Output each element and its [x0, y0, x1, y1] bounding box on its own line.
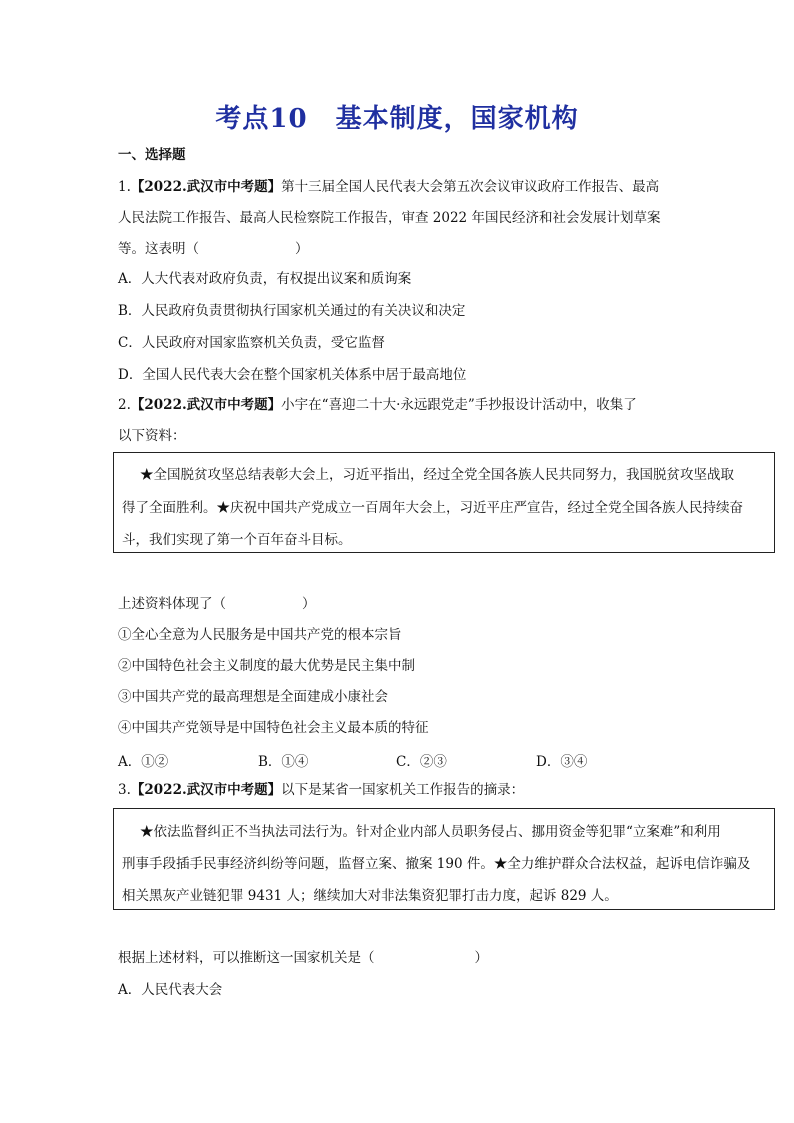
q3-stem-a: 根据上述材料，可以推断这一国家机关是（: [118, 950, 375, 966]
q1-source: 【2022.武汉市中考题】: [130, 179, 282, 195]
q1-option-b: B．人民政府负责贯彻执行国家机关通过的有关决议和决定: [118, 303, 466, 319]
page-title: [0, 98, 794, 135]
q2-item-3: ③中国共产党的最高理想是全面建成小康社会: [118, 689, 388, 705]
q2-number: 2.: [118, 397, 131, 413]
q2-stem-a: 上述资料体现了（: [118, 596, 226, 612]
q2-box-line2: 得了全面胜利。★庆祝中国共产党成立一百周年大会上，习近平庄严宣告，经过全党全国各族人民持续奋: [122, 500, 743, 516]
q1-line1: [118, 178, 659, 196]
q3-source: 【2022.武汉市中考题】: [130, 782, 282, 798]
q1-stem-b: ）: [295, 241, 309, 257]
q3-stem-b: ）: [474, 950, 488, 966]
q2-item-1: ①全心全意为人民服务是中国共产党的根本宗旨: [118, 627, 402, 643]
q1-option-a: A．人大代表对政府负责，有权提出议案和质询案: [118, 271, 412, 287]
q1-line3: [118, 240, 309, 258]
q1-option-d: D．全国人民代表大会在整个国家机关体系中居于最高地位: [118, 367, 467, 383]
q2-text-1: 小宇在“喜迎二十大·永远跟党走”手抄报设计活动中，收集了: [281, 397, 637, 413]
q2-choices: [118, 750, 718, 768]
title-prefix: 考点10: [215, 104, 308, 134]
q3-box-line1: ★依法监督纠正不当执法司法行为。针对企业内部人员职务侵占、挪用资金等犯罪“立案难”和利用: [140, 824, 721, 840]
q2-box-line1: ★全国脱贫攻坚总结表彰大会上，习近平指出，经过全党全国各族人民共同努力，我国脱贫攻坚战取: [140, 467, 734, 483]
q3-option-a: A．人民代表大会: [118, 982, 223, 998]
q3-text-1: 以下是某省一国家机关工作报告的摘录：: [281, 782, 525, 798]
q2-line2: 以下资料：: [118, 428, 186, 444]
q1-text-1: 第十三届全国人民代表大会第五次会议审议政府工作报告、最高: [281, 179, 660, 195]
q3-stem: [118, 949, 488, 967]
section-heading: 一、选择题: [118, 147, 186, 163]
q2-line1: [118, 396, 637, 414]
q1-stem-a: 等。这表明（: [118, 241, 199, 257]
q2-material-box: [113, 452, 775, 553]
q1-line2: 人民法院工作报告、最高人民检察院工作报告，审查 2022 年国民经济和社会发展计划草案: [118, 210, 661, 226]
q2-choice-d: D．③④: [536, 754, 588, 770]
q2-choice-c: C．②③: [396, 754, 447, 770]
q1-number: 1.: [118, 179, 131, 195]
q3-box-line2: 刑事手段插手民事经济纠纷等问题，监督立案、撤案 190 件。★全力维护群众合法权益，起诉电信诈骗及: [122, 856, 751, 872]
q2-item-2: ②中国特色社会主义制度的最大优势是民主集中制: [118, 658, 415, 674]
q3-material-box: [113, 808, 775, 910]
title-text: 基本制度，国家机构: [335, 104, 579, 134]
q3-line1: [118, 781, 524, 799]
q2-choice-a: A．①②: [118, 754, 169, 770]
q3-number: 3.: [118, 782, 131, 798]
q2-stem-b: ）: [302, 596, 316, 612]
q1-option-c: C．人民政府对国家监察机关负责，受它监督: [118, 335, 385, 351]
q2-box-line3: 斗，我们实现了第一个百年奋斗目标。: [122, 532, 352, 548]
q2-source: 【2022.武汉市中考题】: [130, 397, 282, 413]
q2-item-4: ④中国共产党领导是中国特色社会主义最本质的特征: [118, 720, 429, 736]
q2-choice-b: B．①④: [258, 754, 309, 770]
q2-stem: [118, 595, 316, 613]
q3-box-line3: 相关黑灰产业链犯罪 9431 人；继续加大对非法集资犯罪打击力度，起诉 829 人。: [122, 888, 618, 904]
